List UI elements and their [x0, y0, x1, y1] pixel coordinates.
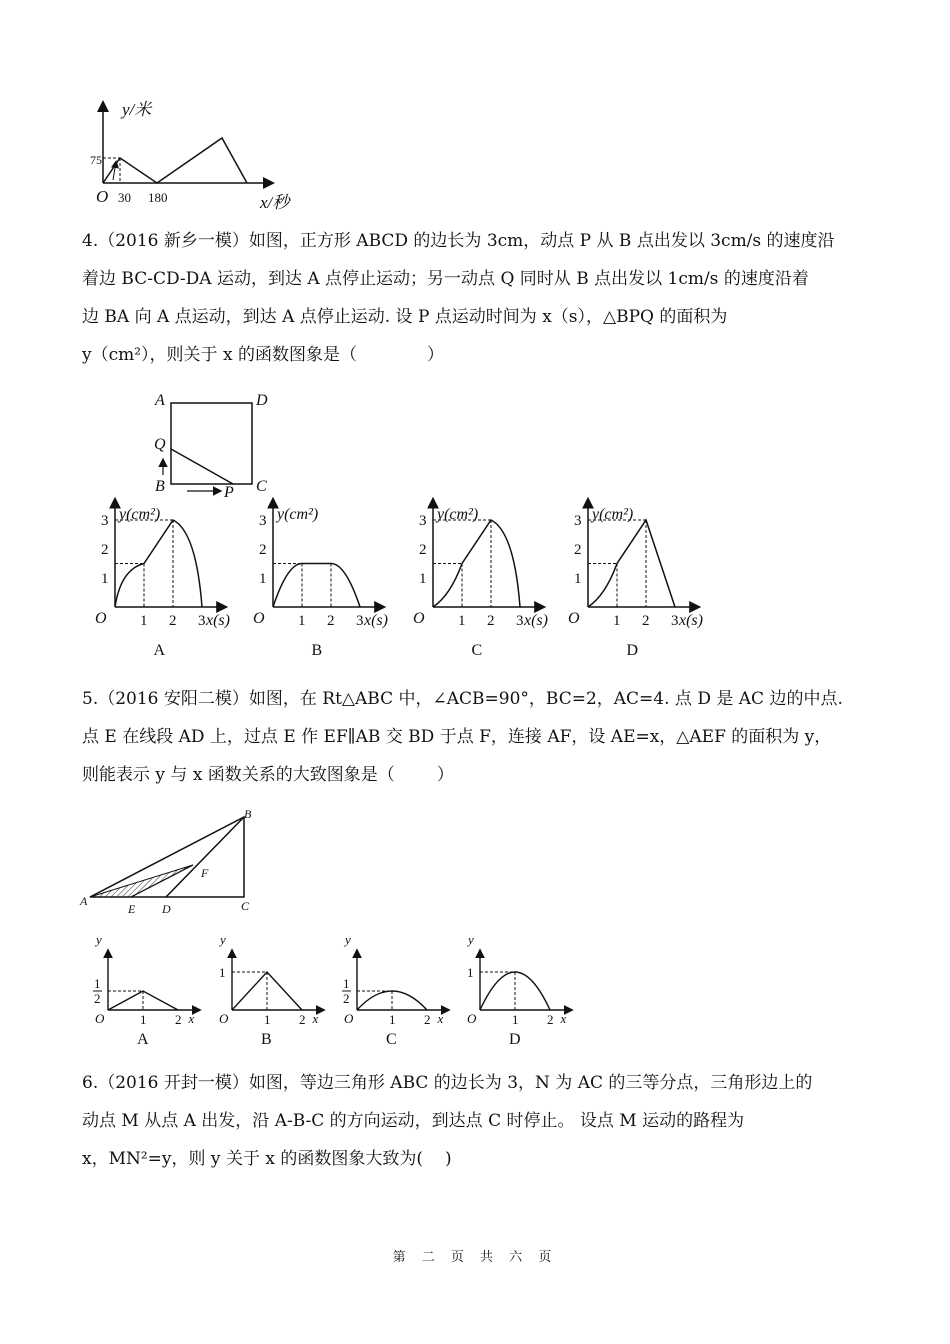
function-curve	[273, 564, 360, 608]
distance-curve	[103, 138, 247, 183]
label-b: B	[244, 807, 252, 821]
origin-label: O	[467, 1011, 477, 1026]
y-axis-label: y(cm²)	[277, 506, 319, 523]
x-tick-2: 2	[547, 1012, 554, 1027]
y-tick-3: 3	[419, 513, 427, 529]
triangle-abc	[90, 817, 244, 897]
y-axis-label: y	[468, 932, 474, 947]
y-tick-3: 3	[259, 513, 267, 529]
origin-label: O	[413, 610, 425, 627]
x-axis-label: x(s)	[524, 612, 548, 629]
option-label-a: A	[153, 642, 166, 659]
option-label-d: D	[509, 1031, 521, 1048]
question-4	[82, 222, 872, 374]
segment-qp	[171, 449, 233, 484]
x-tick-3: 3	[198, 613, 206, 629]
y-tick-half-numerator: 1	[343, 976, 350, 991]
x-axis-label: x(s)	[364, 612, 388, 629]
label-q: Q	[154, 436, 166, 453]
y-tick-half-denominator: 2	[343, 991, 350, 1006]
y-axis-label: y	[345, 932, 351, 947]
top-distance-time-graph	[82, 98, 302, 213]
label-a: A	[80, 894, 88, 908]
x-axis-label: x	[437, 1011, 444, 1026]
function-curve	[433, 520, 520, 607]
y-tick-2: 2	[101, 542, 109, 558]
y-axis-label: y/米	[122, 100, 152, 119]
x-axis-label: x(s)	[206, 612, 230, 629]
x-axis-label: x	[560, 1011, 567, 1026]
label-d: D	[256, 392, 268, 409]
y-tick-2: 2	[419, 542, 427, 558]
x-tick-1: 1	[389, 1012, 396, 1027]
q4-option-graph-a	[90, 497, 250, 662]
q6-line-2: 动点 M 从点 A 出发，沿 A-B-C 的方向运动，到达点 C 时停止。 设点 M 运动的路程为	[82, 1111, 745, 1131]
y-axis-label: y(cm²)	[592, 506, 634, 523]
q5-line-2: 点 E 在线段 AD 上，过点 E 作 EF∥AB 交 BD 于点 F，连接 AF，设 AE=x，△AEF 的面积为 y，	[82, 727, 832, 747]
function-curve	[115, 520, 202, 607]
y-tick-1: 1	[101, 571, 109, 587]
x-tick-2: 2	[487, 613, 495, 629]
x-tick-2: 2	[299, 1012, 306, 1027]
x-tick-1: 1	[458, 613, 466, 629]
function-curve	[588, 520, 675, 607]
y-tick-1: 1	[259, 571, 267, 587]
label-d: D	[162, 902, 171, 916]
origin-label: O	[96, 187, 109, 206]
y-tick-1: 1	[574, 571, 582, 587]
option-label-a: A	[137, 1031, 149, 1048]
x-tick-2: 2	[175, 1012, 182, 1027]
label-e: E	[128, 902, 136, 916]
x-tick-2: 2	[169, 613, 177, 629]
x-tick-2: 2	[642, 613, 650, 629]
y-tick-75: 75	[90, 153, 102, 167]
y-tick-half-numerator: 1	[94, 976, 101, 991]
x-axis-label: x(s)	[679, 612, 703, 629]
label-f: F	[201, 866, 209, 880]
x-tick-2: 2	[327, 613, 335, 629]
page-footer: 第 二 页 共 六 页	[392, 1250, 558, 1265]
q5-option-graph-a	[88, 932, 208, 1047]
y-axis-label: y(cm²)	[119, 506, 161, 523]
q4-line-1: 4.（2016 新乡一模）如图，正方形 ABCD 的边长为 3cm，动点 P 从 B 点出发以 3cm/s 的速度沿	[82, 231, 835, 251]
y-tick-1: 1	[219, 965, 226, 980]
option-label-d: D	[626, 642, 639, 659]
q4-option-graph-b	[248, 497, 408, 662]
x-tick-1: 1	[140, 613, 148, 629]
question-5	[82, 680, 872, 794]
q5-option-graph-d	[460, 932, 580, 1047]
q5-line-1: 5.（2016 安阳二模）如图，在 Rt△ABC 中，∠ACB=90°，BC=2，AC=4. 点 D 是 AC 边的中点.	[82, 689, 843, 709]
origin-label: O	[219, 1011, 229, 1026]
x-tick-180: 180	[148, 190, 168, 205]
y-tick-3: 3	[101, 513, 109, 529]
x-axis-label: x	[312, 1011, 319, 1026]
x-tick-1: 1	[264, 1012, 271, 1027]
q4-square-figure	[150, 385, 290, 505]
y-axis-label: y(cm²)	[437, 506, 479, 523]
x-tick-1: 1	[613, 613, 621, 629]
y-axis-label: y	[220, 932, 226, 947]
x-tick-30: 30	[118, 190, 131, 205]
q5-triangle-figure	[78, 805, 268, 915]
label-b: B	[155, 478, 165, 495]
y-axis-label: y	[96, 932, 102, 947]
x-tick-3: 3	[671, 613, 679, 629]
x-axis-label: x/秒	[260, 193, 290, 212]
x-tick-2: 2	[424, 1012, 431, 1027]
option-label-b: B	[261, 1031, 272, 1048]
origin-label: O	[344, 1011, 354, 1026]
option-label-c: C	[386, 1031, 397, 1048]
x-tick-3: 3	[516, 613, 524, 629]
x-tick-1: 1	[140, 1012, 147, 1027]
y-tick-2: 2	[574, 542, 582, 558]
q5-line-3: 则能表示 y 与 x 函数关系的大致图象是（ ）	[82, 765, 454, 785]
x-tick-1: 1	[512, 1012, 519, 1027]
x-tick-3: 3	[356, 613, 364, 629]
origin-label: O	[568, 610, 580, 627]
q6-line-3: x，MN²=y，则 y 关于 x 的函数图象大致为( )	[82, 1149, 452, 1169]
question-6	[82, 1064, 872, 1178]
x-tick-1: 1	[298, 613, 306, 629]
q4-option-graph-c	[408, 497, 568, 662]
q6-line-1: 6.（2016 开封一模）如图，等边三角形 ABC 的边长为 3，N 为 AC 的三等分点，三角形边上的	[82, 1073, 813, 1093]
q4-line-2: 着边 BC-CD-DA 运动，到达 A 点停止运动；另一动点 Q 同时从 B 点出发以 1cm/s 的速度沿着	[82, 269, 809, 289]
label-c: C	[241, 899, 250, 913]
y-tick-half-denominator: 2	[94, 991, 101, 1006]
q4-line-3: 边 BA 向 A 点运动，到达 A 点停止运动. 设 P 点运动时间为 x（s），△BPQ 的面积为	[82, 307, 728, 327]
label-a: A	[155, 392, 165, 409]
x-axis-label: x	[188, 1011, 195, 1026]
option-label-b: B	[311, 642, 323, 659]
label-c: C	[256, 478, 267, 495]
y-tick-3: 3	[574, 513, 582, 529]
q5-option-graph-b	[212, 932, 332, 1047]
q5-option-graph-c	[337, 932, 457, 1047]
y-tick-1: 1	[419, 571, 427, 587]
origin-label: O	[95, 610, 107, 627]
return-arrow	[113, 162, 116, 180]
q4-option-graph-d	[563, 497, 723, 662]
segment-bd	[166, 817, 244, 897]
y-tick-2: 2	[259, 542, 267, 558]
q4-line-4: y（cm²），则关于 x 的函数图象是（ ）	[82, 345, 444, 365]
label-p: P	[224, 484, 234, 501]
origin-label: O	[95, 1011, 105, 1026]
y-tick-1: 1	[467, 965, 474, 980]
option-label-c: C	[471, 642, 483, 659]
origin-label: O	[253, 610, 265, 627]
